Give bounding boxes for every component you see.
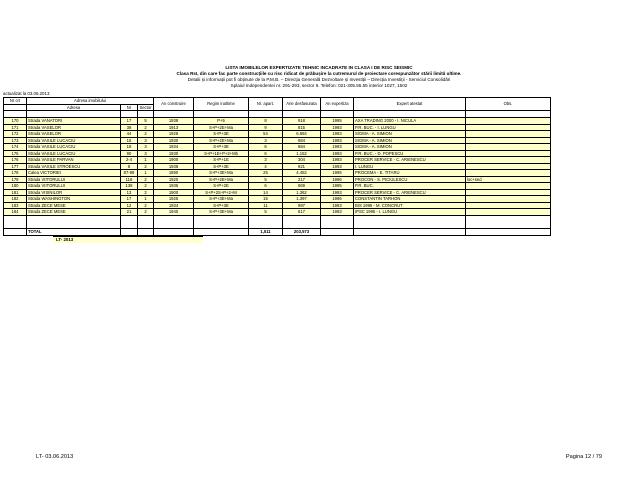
row-expertise-year: 1993 — [321, 189, 354, 196]
row-height-regime: S+P+2E+Ma — [194, 137, 249, 144]
row-area: 921 — [283, 163, 321, 170]
row-nr: 181 — [4, 189, 27, 196]
row-area: 304 — [283, 157, 321, 164]
row-expertise-year: 1993 — [321, 157, 354, 164]
row-expert: BIS 1995 - M. CONCRUT — [354, 202, 466, 209]
row-street-nr: 44 — [121, 131, 138, 138]
row-construction-year: 1925 — [154, 196, 194, 203]
row-street-nr: 38 — [121, 124, 138, 131]
header-construction-year: An construire — [154, 98, 194, 111]
footer-date: LT- 03.06.2013 — [36, 454, 74, 460]
row-construction-year: 1935 — [154, 183, 194, 190]
row-address: Strada VISINILOR — [27, 189, 121, 196]
row-sector: 3 — [138, 144, 154, 151]
row-area: 4.452 — [283, 170, 321, 177]
row-apartments: 54 — [249, 131, 283, 138]
row-sector: 2 — [138, 131, 154, 138]
row-nr: 175 — [4, 150, 27, 157]
row-address: Strada WASHINGTON — [27, 196, 121, 203]
row-apartments: 15 — [249, 196, 283, 203]
row-height-regime: S+P+3E+Ma — [194, 170, 249, 177]
row-street-nr: 13 — [121, 189, 138, 196]
row-address: Strada VIITORULUI — [27, 183, 121, 190]
row-address: Strada VANATORI — [27, 118, 121, 125]
row-expertise-year: 1996 — [321, 176, 354, 183]
row-address: Strada VASELOR — [27, 131, 121, 138]
row-sector: 2 — [138, 189, 154, 196]
row-nr: 182 — [4, 196, 27, 203]
row-apartments: 6 — [249, 183, 283, 190]
row-expert: PROCER SERVICE - C. ARIENESCU — [354, 189, 466, 196]
row-height-regime: S+P+3E+Ma — [194, 196, 249, 203]
row-height-regime: S+P+2S+P+2+M — [194, 189, 249, 196]
row-street-nr: 8 — [121, 163, 138, 170]
row-construction-year: 1934 — [154, 144, 194, 151]
row-height-regime: S+P+2E+Ma — [194, 124, 249, 131]
row-apartments: 25 — [249, 170, 283, 177]
row-construction-year: 1928 — [154, 131, 194, 138]
total-blank — [138, 228, 154, 235]
row-expertise-year: 1995 — [321, 183, 354, 190]
row-apartments: 9 — [249, 124, 283, 131]
row-expert: SIGMA - A. SIMION — [354, 131, 466, 138]
total-apartments: 1,511 — [249, 228, 283, 235]
row-area: 1.362 — [283, 189, 321, 196]
total-blank — [321, 228, 354, 235]
row-address: Strada VASELOR — [27, 124, 121, 131]
table-header-row — [4, 98, 551, 105]
contact-details: Detalii și informații pot fi obținute de la P.M.B. – Direcția Generală Dezvoltare și Investiții – Direcția Investiții - Serviciul Consolidări — [187, 77, 451, 82]
total-blank — [354, 228, 466, 235]
row-sector: 1 — [138, 170, 154, 177]
total-blank — [194, 228, 249, 235]
header-adresa: Adresa — [27, 104, 121, 111]
row-address: Strada VIITORULUI — [27, 176, 121, 183]
row-expert: CONSTANTIN TARHON — [354, 196, 466, 203]
row-apartments: 14 — [249, 189, 283, 196]
row-expertise-year: 1993 — [321, 124, 354, 131]
header-nr: Nr crt — [4, 98, 27, 105]
row-street-nr: 15 — [121, 137, 138, 144]
row-sector: 2 — [138, 124, 154, 131]
row-area: 6.684 — [283, 131, 321, 138]
lt-label: LT- 2013 — [53, 237, 203, 243]
header-address-group: Adresa imobilului — [27, 98, 154, 105]
document-title: LISTA IMOBILELOR EXPERTIZATE TEHNIC INCADRATE IN CLASA I DE RISC SEISMIC — [225, 65, 413, 70]
row-obs: loc+sed — [466, 176, 551, 183]
total-blank — [4, 228, 27, 235]
row-apartments: 6 — [249, 144, 283, 151]
row-height-regime: S+P+1E — [194, 157, 249, 164]
row-expert: AXA TRADING 2000 - I. NICULA — [354, 118, 466, 125]
row-address: Strada VASILE PARVAN — [27, 157, 121, 164]
header-height-regime: Regim inaltime — [194, 98, 249, 111]
row-apartments: 8 — [249, 118, 283, 125]
row-expertise-year: 1993 — [321, 137, 354, 144]
row-sector: 5 — [138, 118, 154, 125]
document-subtitle: Clasa RsI, din care fac parte construcțiile cu risc ridicat de prăbușire la cutremurul de proiectare corespunzător stării limită ultime. — [176, 71, 462, 76]
row-area: 669 — [283, 183, 321, 190]
row-expert: I. LUNGU — [354, 163, 466, 170]
row-height-regime: S+P+3E — [194, 131, 249, 138]
row-nr: 184 — [4, 209, 27, 216]
row-address: Strada ZECE MESE — [27, 209, 121, 216]
row-height-regime: P+5 — [194, 118, 249, 125]
total-blank — [121, 228, 138, 235]
row-sector: 3 — [138, 137, 154, 144]
row-height-regime: S+P+3E — [194, 163, 249, 170]
row-height-regime: S+P+3E+Ma — [194, 209, 249, 216]
header-area: Arie desfasurata — [283, 98, 321, 111]
row-area: 684 — [283, 144, 321, 151]
row-area: 617 — [283, 209, 321, 216]
row-expertise-year: 1993 — [321, 131, 354, 138]
row-street-nr: 138 — [121, 183, 138, 190]
row-sector: 2 — [138, 209, 154, 216]
row-address: Strada VASILE STROESCU — [27, 163, 121, 170]
row-apartments: 5 — [249, 176, 283, 183]
row-expert: P.R. BUC. — [354, 183, 466, 190]
row-height-regime: S+P+3E — [194, 202, 249, 209]
row-expertise-year: 1995 — [321, 170, 354, 177]
row-sector: 1 — [138, 157, 154, 164]
row-address: Strada VASILE LUCACIU — [27, 150, 121, 157]
row-nr: 173 — [4, 137, 27, 144]
row-construction-year: 1934 — [154, 202, 194, 209]
header-sector: Sector — [139, 104, 152, 110]
row-area: 684 — [283, 137, 321, 144]
row-street-nr: 87-89 — [121, 170, 138, 177]
row-nr: 183 — [4, 202, 27, 209]
row-expert: PROCON - S. PICIULESCU — [354, 176, 466, 183]
row-expertise-year: 1993 — [321, 202, 354, 209]
buildings-table — [3, 97, 551, 236]
row-address: Strada ZECE MESE — [27, 202, 121, 209]
row-expertise-year: 1993 — [321, 163, 354, 170]
row-apartments: 4 — [249, 163, 283, 170]
row-construction-year: 1920 — [154, 176, 194, 183]
row-street-nr: 116 — [121, 176, 138, 183]
row-construction-year: 1938 — [154, 118, 194, 125]
row-nr: 171 — [4, 124, 27, 131]
row-height-regime: S+P+2E+Ma — [194, 176, 249, 183]
header-street-nr: Nr — [121, 104, 138, 111]
row-expertise-year: 1993 — [321, 150, 354, 157]
row-street-nr: 2-4 — [121, 157, 138, 164]
row-apartments: 3 — [249, 137, 283, 144]
header-expert: Expert atestat — [354, 98, 466, 111]
row-expert: P.R. BUC. - D. POPESCU — [354, 150, 466, 157]
row-area: 1.152 — [283, 150, 321, 157]
row-area: 815 — [283, 124, 321, 131]
row-address: Strada VASILE LUCACIU — [27, 144, 121, 151]
row-construction-year: 1913 — [154, 124, 194, 131]
row-sector: 2 — [138, 202, 154, 209]
row-expert: IPSC 1995 - I. LUNGU — [354, 209, 466, 216]
total-label: TOTAL — [27, 228, 121, 235]
row-construction-year: 1900 — [154, 157, 194, 164]
row-apartments: 3 — [249, 157, 283, 164]
row-address: Strada VASILE LUCACIU — [27, 137, 121, 144]
contact-address: Splaiul Independentei nr. 291-293, sector 6. Telefon: 021-305.55.55 interior 1027, 1502 — [230, 83, 408, 88]
row-expertise-year: 1995 — [321, 118, 354, 125]
row-area: 217 — [283, 176, 321, 183]
row-expert: PROCEMA - E. TITARU — [354, 170, 466, 177]
row-sector: 1 — [138, 196, 154, 203]
row-sector: 2 — [138, 176, 154, 183]
row-area: 918 — [283, 118, 321, 125]
header-expertise-year: An expertiza — [321, 98, 354, 111]
row-expert: SIGMA - A. SIMION — [354, 144, 466, 151]
total-blank — [466, 228, 551, 235]
row-construction-year: 1938 — [154, 163, 194, 170]
row-construction-year: 1940 — [154, 209, 194, 216]
update-date: actualizat la 03.06.2013 — [3, 91, 50, 96]
row-street-nr: 17 — [121, 118, 138, 125]
row-expertise-year: 1993 — [321, 209, 354, 216]
row-apartments: 11 — [249, 202, 283, 209]
total-blank — [154, 228, 194, 235]
row-street-nr: 18 — [121, 144, 138, 151]
row-apartments: 6 — [249, 150, 283, 157]
row-nr: 174 — [4, 144, 27, 151]
row-expertise-year: 1996 — [321, 196, 354, 203]
row-sector: 2 — [138, 163, 154, 170]
row-address: Calea VICTORIEI — [27, 170, 121, 177]
row-street-nr: 90 — [121, 150, 138, 157]
row-sector: 2 — [138, 183, 154, 190]
row-height-regime: S+P+2E — [194, 183, 249, 190]
row-street-nr: 17 — [121, 196, 138, 203]
header-obs: Obs. — [466, 98, 551, 111]
row-expertise-year: 1993 — [321, 144, 354, 151]
row-street-nr: 12 — [121, 202, 138, 209]
row-height-regime: S+P+1E+P+2+Mb — [194, 150, 249, 157]
total-row — [4, 228, 551, 235]
row-construction-year: 1900 — [154, 189, 194, 196]
row-construction-year: 1930 — [154, 150, 194, 157]
spacer-row — [4, 111, 551, 118]
row-expert: P.R. BUC. - I. LUNGU — [354, 124, 466, 131]
row-nr: 170 — [4, 118, 27, 125]
total-area: 203,573 — [283, 228, 321, 235]
row-sector: 3 — [138, 150, 154, 157]
row-nr: 177 — [4, 163, 27, 170]
row-nr: 179 — [4, 176, 27, 183]
row-area: 997 — [283, 202, 321, 209]
page-number: Pagina 12 / 79 — [565, 454, 602, 460]
header-apartments: Nr. apart. — [249, 98, 283, 111]
row-street-nr: 21 — [121, 209, 138, 216]
row-nr: 172 — [4, 131, 27, 138]
row-expert: PROCER SERVICE - C. ARIENESCU — [354, 157, 466, 164]
row-expert: SIGMA - A. SIMION — [354, 137, 466, 144]
row-nr: 178 — [4, 170, 27, 177]
row-construction-year: 1930 — [154, 137, 194, 144]
row-nr: 176 — [4, 157, 27, 164]
row-nr: 180 — [4, 183, 27, 190]
row-area: 1.397 — [283, 196, 321, 203]
row-construction-year: 1890 — [154, 170, 194, 177]
row-apartments: 5 — [249, 209, 283, 216]
row-height-regime: S+P+3E — [194, 144, 249, 151]
